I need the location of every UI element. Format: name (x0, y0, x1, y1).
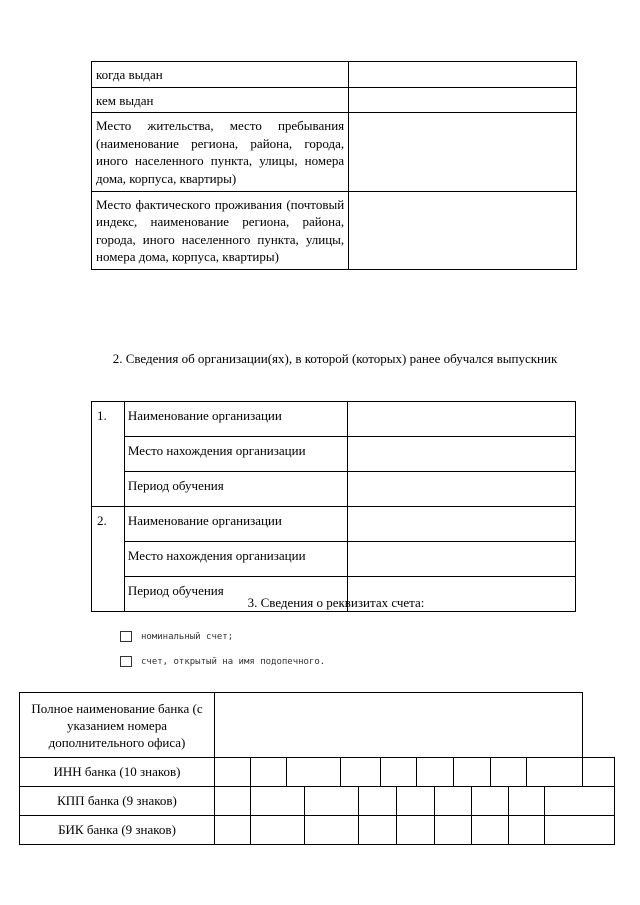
residence-label: Место жительства, место пребывания (наименование региона, района, города, иного населенного пункта, улицы, номера дома, корпуса, квартиры) (92, 113, 349, 191)
bik-digit-cell[interactable] (359, 816, 397, 845)
table-row (92, 87, 577, 113)
table-row (92, 191, 577, 269)
org-period-field[interactable] (348, 472, 576, 507)
org-location-field[interactable] (348, 437, 576, 472)
bank-name-label: Полное наименование банка (с указанием номера дополнительного офиса) (20, 693, 215, 758)
bank-name-field[interactable] (215, 693, 583, 758)
table-row (92, 472, 576, 507)
bik-digit-cell[interactable] (472, 816, 509, 845)
bank-details-table (19, 692, 615, 845)
kpp-digit-cell[interactable] (215, 787, 251, 816)
org-period-label: Период обучения (124, 577, 348, 612)
kpp-digit-cell[interactable] (435, 787, 472, 816)
inn-digit-cell[interactable] (417, 758, 454, 787)
org-number: 2. (92, 507, 125, 612)
org-name-label: Наименование организации (124, 402, 348, 437)
org-location-label: Место нахождения организации (124, 437, 348, 472)
org-location-field[interactable] (348, 542, 576, 577)
org-period-label: Период обучения (124, 472, 348, 507)
kpp-digit-cell[interactable] (305, 787, 359, 816)
kpp-digit-cell[interactable] (251, 787, 305, 816)
issued-by-field[interactable] (349, 87, 577, 113)
kpp-label: КПП банка (9 знаков) (20, 787, 215, 816)
kpp-digit-cell[interactable] (509, 787, 545, 816)
bik-label: БИК банка (9 знаков) (20, 816, 215, 845)
table-row (20, 816, 615, 845)
passport-details-table (91, 61, 577, 270)
table-row (92, 507, 576, 542)
bik-digit-cell[interactable] (305, 816, 359, 845)
section-2-heading: 2. Сведения об организации(ях), в которой (которых) ранее обучался выпускник (112, 351, 558, 366)
ward-account-option[interactable] (120, 656, 325, 667)
table-row (92, 437, 576, 472)
bik-digit-cell[interactable] (435, 816, 472, 845)
actual-residence-label: Место фактического проживания (почтовый индекс, наименование региона, района, города, иного населенного пункта, улицы, номера дома, корпуса, квартиры) (92, 191, 349, 269)
org-name-field[interactable] (348, 507, 576, 542)
table-row (92, 113, 577, 191)
table-row (92, 62, 577, 88)
inn-digit-cell[interactable] (583, 758, 615, 787)
inn-digit-cell[interactable] (381, 758, 417, 787)
kpp-digit-cell[interactable] (359, 787, 397, 816)
residence-field[interactable] (349, 113, 577, 191)
issued-by-label: кем выдан (92, 87, 349, 113)
table-row (20, 693, 615, 758)
bik-digit-cell[interactable] (397, 816, 435, 845)
inn-digit-cell[interactable] (215, 758, 251, 787)
org-name-field[interactable] (348, 402, 576, 437)
ward-account-checkbox[interactable] (120, 656, 132, 667)
issued-date-field[interactable] (349, 62, 577, 88)
table-row (92, 542, 576, 577)
inn-digit-cell[interactable] (287, 758, 341, 787)
kpp-digit-cell[interactable] (472, 787, 509, 816)
inn-digit-cell[interactable] (491, 758, 527, 787)
table-row (92, 402, 576, 437)
table-row (20, 787, 615, 816)
bik-digit-cell[interactable] (509, 816, 545, 845)
organizations-table (91, 401, 576, 612)
inn-label: ИНН банка (10 знаков) (20, 758, 215, 787)
inn-digit-cell[interactable] (251, 758, 287, 787)
org-location-label: Место нахождения организации (124, 542, 348, 577)
bik-digit-cell[interactable] (545, 816, 615, 845)
option-label: номинальный счет; (141, 631, 234, 642)
org-number: 1. (92, 402, 125, 507)
inn-digit-cell[interactable] (527, 758, 583, 787)
nominal-account-option[interactable] (120, 631, 233, 642)
bik-digit-cell[interactable] (215, 816, 251, 845)
actual-residence-field[interactable] (349, 191, 577, 269)
kpp-digit-cell[interactable] (397, 787, 435, 816)
issued-date-label: когда выдан (92, 62, 349, 88)
org-name-label: Наименование организации (124, 507, 348, 542)
inn-digit-cell[interactable] (454, 758, 491, 787)
inn-digit-cell[interactable] (341, 758, 381, 787)
table-row (20, 758, 615, 787)
bik-digit-cell[interactable] (251, 816, 305, 845)
option-label: счет, открытый на имя подопечного. (141, 656, 326, 667)
nominal-account-checkbox[interactable] (120, 631, 132, 642)
section-3-heading: 3. Сведения о реквизитах счета: (247, 595, 425, 610)
kpp-digit-cell[interactable] (545, 787, 615, 816)
